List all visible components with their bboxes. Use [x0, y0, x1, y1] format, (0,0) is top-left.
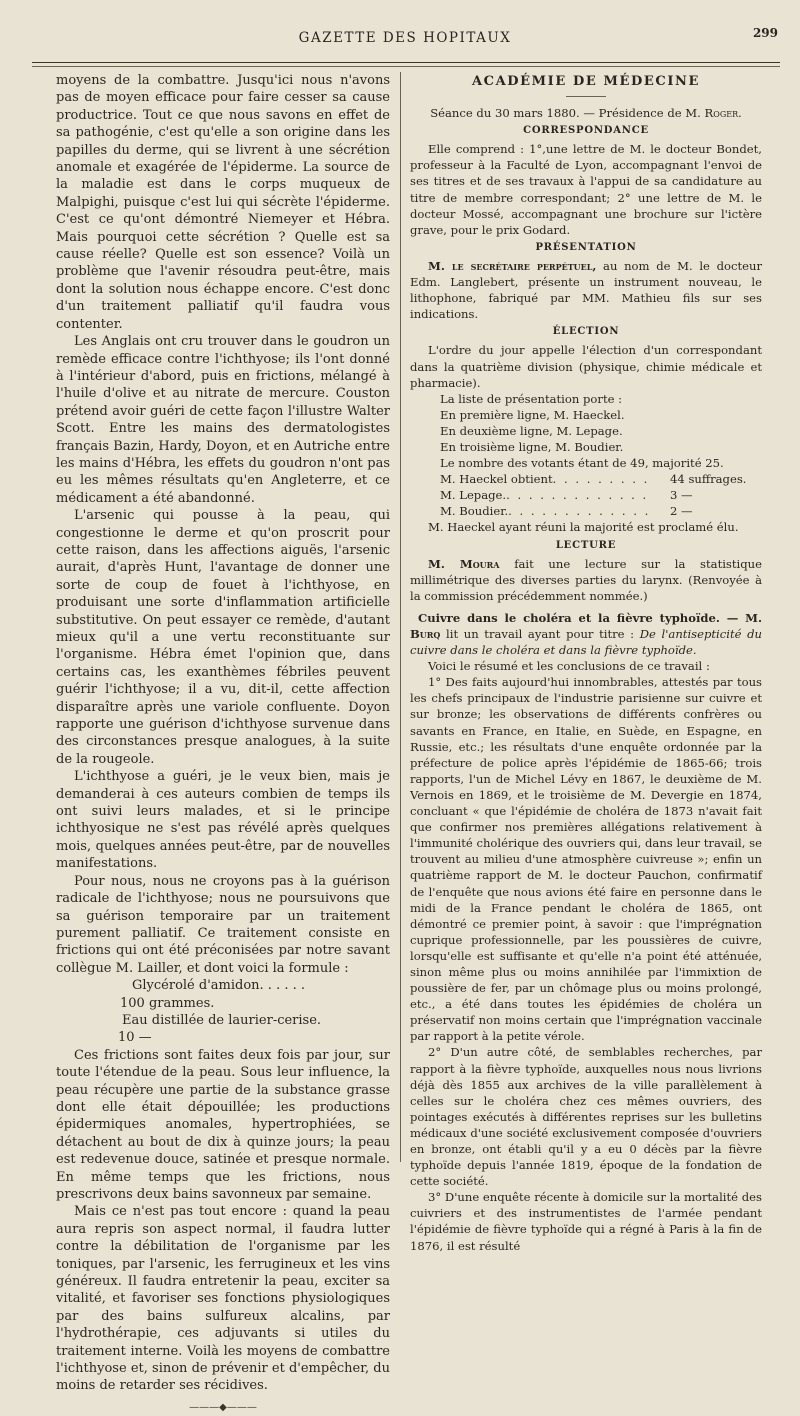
right-column [410, 72, 762, 1253]
presentation-text: au nom de M. le docteur Edm. Langlebert, présente un instrument nouveau, le lithophone, fabriqué par MM. Mathieu fils sur ses indications. [410, 258, 762, 322]
election-list-item: En première ligne, M. Haeckel. [440, 407, 625, 422]
paragraph: moyens de la combattre. Jusqu'ici nous n'avons pas de moyen efficace pour faire cesser sa cause productrice. Tout ce que nous savons en effet de sa pathogénie, c'est qu'elle a son origine dans les papilles du derme, qui se livrent à une sécrétion anomale et exagérée de l'épiderme. La source de la maladie est dans le corps muqueux de Malpighi, puisque c'est lui qui sécrète l'épiderme. C'est ce qu'ont démontré Niemeyer et Hébra. Mais pourquoi cette sécrétion ? Quelle est sa cause réelle? Quelle est son essence? Voilà un problème que l'avenir résoudra peut-être, mais dont la solution nous échappe encore. C'est donc d'un traitement palliatif qu'il faudra vous contenter. [56, 73, 390, 332]
election-result: M. Haeckel ayant réuni la majorité est proclamé élu. [428, 520, 739, 535]
vote-count: 2 — [670, 504, 693, 519]
end-ornament: ———◆——— [189, 1401, 257, 1413]
seance-prefix: Séance du 30 mars 1880. — Présidence de M. [430, 106, 705, 121]
vote-leader-dots: . . . . . . . . . . . . . [506, 488, 649, 503]
title-rule [566, 96, 606, 97]
correspondance-heading: CORRESPONDANCE [523, 125, 649, 137]
formula-ingredient: Eau distillée de laurier-cerise. [122, 1012, 322, 1028]
cuivre-intro: lit un travail ayant pour titre : [440, 627, 640, 641]
vote-leader-dots: . . . . . . . . . . . . . [508, 504, 651, 519]
lecture-paragraph [410, 556, 762, 604]
paragraph: Les Anglais ont cru trouver dans le goudron un remède efficace contre l'ichthyose; ils l'ont donné à l'intérieur d'abord, puis en frictions, mélangé à l'huile d'olive et au nitrate de mercure. Couston prétend avoir guéri de cette façon l'illustre Walter Scott. Entre les mains des dermatologistes français Bazin, Hardy, Doyon, et en Autriche entre les mains d'Hébra, les effets du goudron n'ont pas eu les mêmes résultats qu'en Angleterre, et ce médicament a été abandonné. [56, 334, 390, 506]
paragraph: Pour nous, nous ne croyons pas à la guérison radicale de l'ichthyose; nous ne poursuivons que sa guérison temporaire par un traitement purement palliatif. Ce traitement consiste en frictions qui ont été préconisées par notre savant collègue M. Lailler, et dont voici la formule : [56, 873, 390, 976]
cuivre-speaker: — M. Burq [410, 610, 762, 641]
header-rule [32, 62, 780, 63]
vote-candidate: M. Lepage. [440, 488, 507, 503]
presentation-speaker: M. le secrétaire perpétuel, [428, 258, 597, 273]
lecture-heading: LECTURE [555, 539, 617, 551]
presentation-heading: PRÉSENTATION [535, 241, 637, 253]
seance-line [410, 105, 762, 121]
seance-president: Roger. [704, 106, 742, 121]
vote-row [410, 503, 762, 519]
cuivre-point: 1° Des faits aujourd'hui innombrables, attestés par tous les chefs principaux de l'industrie parisienne sur cuivre et sur bronze; les observations de différents confrères ou savants en France, en Italie, en Suède, en Espagne, en Russie, etc.; les résultats d'une enquête ordonnée par la préfecture de police après l'épidémie de 1865-66; trois rapports, l'un de Michel Lévy en 1867, le deuxième de M. Vernois en 1869, et le troisième de M. Devergie en 1874, concluant « que l'épidémie de choléra de 1873 n'avait fait que confirmer nos premières allégations relativement à l'immunité cholérique des ouvriers qui, dans leur travail, se trouvent au milieu d'une atmosphère cuivreuse »; enfin un quatrième rapport de M. le docteur Pauchon, confirmatif de l'enquête que nous avions été faire en personne dans le midi de la France pendant le choléra de 1865, ont démontré ce premier point, à savoir : que l'imprégnation cuprique professionnelle, par les poussières de cuivre, lorsqu'elle est suffisante et qu'elle n'a point été atténuée, sinon même plus ou moins annihilée par l'immixtion de poussière de fer, par un chômage plus ou moins prolongé, etc., a été dans toutes les épidémies de choléra un préservatif non moins certain que l'imprégnation vaccinale par rapport à la petite vérole. [410, 675, 762, 1044]
formula-amount: 100 grammes. [120, 995, 215, 1011]
correspondance-text: Elle comprend : 1°,une lettre de M. le docteur Bondet, professeur à la Faculté de Lyon, accompagnant l'envoi de ses titres et de ses travaux à l'appui de sa candidature au titre de membre correspondant; 2° une lettre de M. le docteur Mossé, accompagnant une brochure sur l'ictère grave, pour le prix Godard. [410, 142, 762, 237]
vote-row [410, 487, 762, 503]
vote-count: 3 — [670, 488, 693, 503]
vote-leader-dots: . . . . . . . . . [552, 472, 650, 487]
election-list-intro: La liste de présentation porte : [440, 391, 623, 406]
paragraph: L'ichthyose a guéri, je le veux bien, mais je demanderai à ces auteurs combien de temps ils ont suivi leurs malades, et si le principe ichthyosique ne s'est pas révélé après quelques mois, quelques années peut-être, par de nouvelles manifestations. [56, 769, 390, 872]
lecture-text: fait une lecture sur la statistique millimétrique des diverses parties du larynx. (Renvoyée à la commission précédemment nommée.) [410, 556, 762, 603]
votants-line: Le nombre des votants étant de 49, majorité 25. [440, 456, 724, 471]
election-heading: ÉLECTION [552, 326, 620, 338]
election-intro: L'ordre du jour appelle l'élection d'un correspondant dans la quatrième division (physique, chimie médicale et pharmacie). [410, 343, 762, 390]
formula-amount: 10 — [118, 1030, 152, 1046]
cuivre-paragraph [410, 610, 762, 658]
election-list-item: En deuxième ligne, M. Lepage. [440, 423, 623, 438]
presentation-paragraph [410, 258, 762, 322]
running-title: GAZETTE DES HOPITAUX [298, 30, 512, 46]
election-list-item: En troisième ligne, M. Boudier. [440, 439, 624, 454]
cuivre-heading: Cuivre dans le choléra et la fièvre typhoïde. [418, 610, 720, 625]
paragraph: L'arsenic qui pousse à la peau, qui congestionne le derme et qu'on proscrit pour cette raison, dans les affections aiguës, l'arsenic aurait, d'après Hunt, l'avantage de donner une sorte de coup de fouet à l'ichthyose, en produisant une sorte d'inflammation artificielle substitutive. On peut essayer ce remède, d'autant mieux qu'il a une vertu reconstituante sur l'organisme. Hébra émet l'opinion que, dans certains cas, les exanthèmes fébriles peuvent guérir l'ichthyose; il a vu, dit-il, cette affection disparaître après une variole confluente. Doyon rapporte une guérison d'ichthyose survenue dans des circonstances presque analogues, à la suite de la rougeole. [56, 508, 390, 767]
cuivre-point: 2° D'un autre côté, de semblables recherches, par rapport à la fièvre typhoïde, auxquelles nous nous livrions déjà dès 1855 aux archives de la ville parallèlement à celles sur le choléra chez ces mêmes ouvriers, des pointages exécutés à différentes reprises sur les bulletins médicaux d'une société exclusivement composée d'ouvriers en bronze, ont établi qu'il y a eu 0 décès par la fièvre typhoïde depuis l'année 1819, époque de la fondation de cette société. [410, 1045, 762, 1189]
vote-count: 44 suffrages. [670, 472, 747, 487]
page-header [30, 26, 780, 48]
lecture-speaker: M. Moura [428, 556, 500, 571]
vote-row [410, 471, 762, 487]
page-number: 299 [752, 26, 778, 40]
header-rule-secondary [32, 66, 780, 67]
formula-ingredient: Glycérolé d'amidon. . . . . . [132, 978, 305, 994]
formula [56, 977, 390, 1047]
vote-candidate: M. Haeckel obtient [440, 472, 553, 487]
formula-line [56, 977, 390, 1012]
formula-line [56, 1012, 390, 1047]
paragraph: Mais ce n'est pas tout encore : quand la peau aura repris son aspect normal, il faudra lutter contre la débilitation de l'organisme par les toniques, par l'arsenic, les ferrugineux et les vins généreux. Il faudra entretenir la peau, exciter sa vitalité, et favoriser ses fonctions physiologiques par des bains sulfureux alcalins, par l'hydrothérapie, ces adjuvants si utiles du traitement interne. Voilà les moyens de combattre l'ichthyose et, sinon de prévenir et d'empêcher, du moins de retarder ses récidives. [56, 1204, 390, 1394]
left-column [56, 72, 390, 1413]
column-divider [400, 72, 401, 1162]
vote-candidate: M. Boudier. [440, 504, 509, 519]
cuivre-point: 3° D'une enquête récente à domicile sur la mortalité des cuivriers et des instrumentistes de l'armée pendant l'épidémie de fièvre typhoïde qui a régné à Paris à la fin de 1876, il est résulté [410, 1190, 762, 1253]
section-title: ACADÉMIE DE MÉDECINE [471, 74, 700, 89]
cuivre-work-title: De l'antisepticité du cuivre dans le choléra et dans la fièvre typhoïde. [410, 627, 762, 658]
cuivre-resume: Voici le résumé et les conclusions de ce travail : [428, 659, 710, 674]
paragraph: Ces frictions sont faites deux fois par jour, sur toute l'étendue de la peau. Sous leur influence, la peau récupère une partie de la substance grasse dont elle était dépouillée; les productions épidermiques anomales, hypertrophiées, se détachent au bout de dix à quinze jours; la peau est redevenue douce, satinée et presque normale. En même temps que les frictions, nous prescrivons deux bains savonneux par semaine. [56, 1047, 390, 1202]
